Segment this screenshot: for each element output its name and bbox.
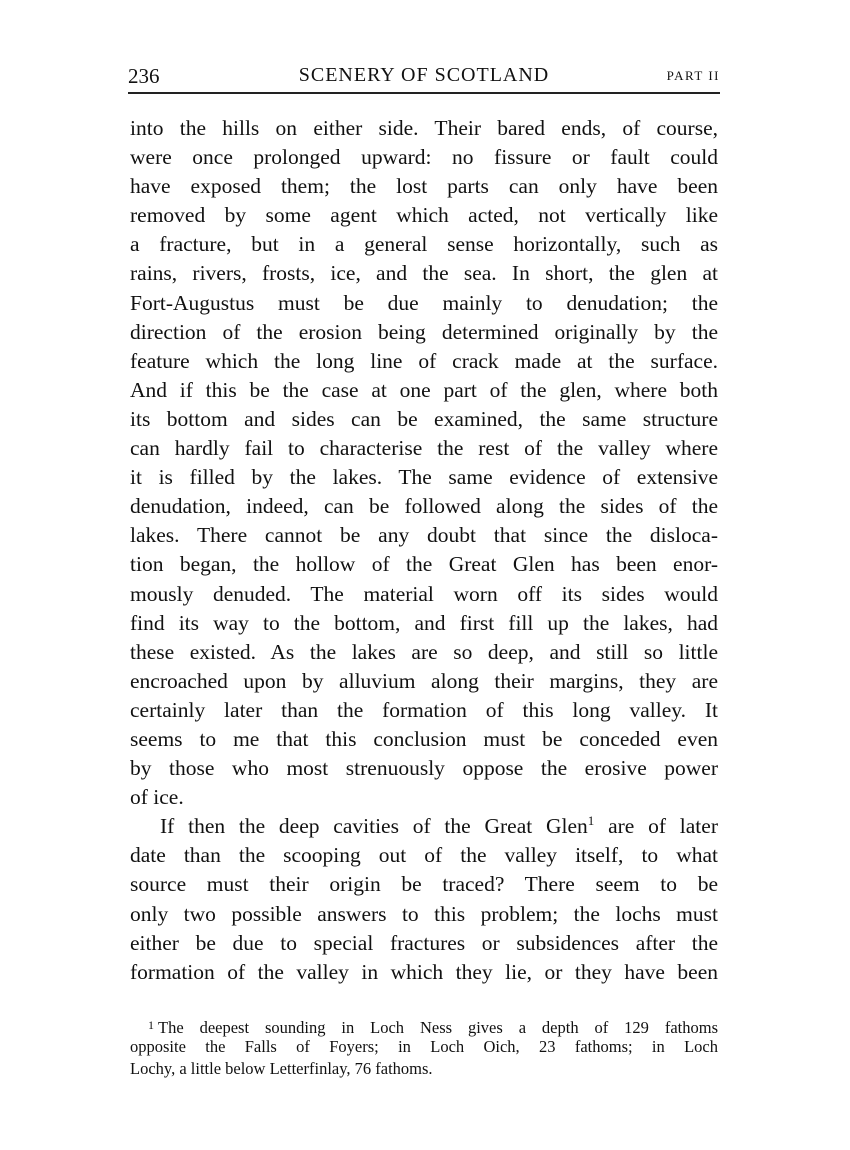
text-line: a fracture, but in a general sense horizontally, such as xyxy=(130,232,718,257)
text-line: direction of the erosion being determined originally by the xyxy=(130,319,718,344)
text-line: were once prolonged upward: no fissure or fault could xyxy=(130,145,718,170)
footnote-text: The deepest sounding in Loch Ness gives a depth of 129 fathoms xyxy=(158,1018,718,1037)
paragraph-1 xyxy=(130,114,718,812)
part-label: PART II xyxy=(666,68,720,83)
text-line: seems to me that this conclusion must be conceded even xyxy=(130,726,718,751)
text-span: are of later xyxy=(594,814,718,839)
text-line xyxy=(130,812,718,841)
text-span: If then the deep cavities of the Great Glen xyxy=(160,814,588,839)
text-line: into the hills on either side. Their bared ends, of course, xyxy=(130,116,718,140)
footnote-lines xyxy=(130,1014,718,1080)
text-line: source must their origin be traced? There seem to be xyxy=(130,872,718,897)
text-line: either be due to special fractures or subsidences after the xyxy=(130,930,718,955)
text-line: only two possible answers to this problem; the lochs must xyxy=(130,901,718,926)
text-line: mously denuded. The material worn off its sides would xyxy=(130,581,718,606)
text-line: lakes. There cannot be any doubt that since the disloca- xyxy=(130,523,718,548)
footnote-reference[interactable]: 1 xyxy=(587,813,595,829)
page-number: 236 xyxy=(128,64,160,88)
text-line: encroached upon by alluvium along their margins, they are xyxy=(130,668,718,693)
footnote-line: Lochy, a little below Letterfinlay, 76 fathoms. xyxy=(130,1059,433,1078)
footnote-line xyxy=(130,1014,718,1036)
text-line: denudation, indeed, can be followed along the sides of the xyxy=(130,494,718,519)
body-text xyxy=(130,114,718,987)
text-line: these existed. As the lakes are so deep, and still so little xyxy=(130,639,718,664)
text-line: date than the scooping out of the valley itself, to what xyxy=(130,843,718,868)
text-line: by those who most strenuously oppose the erosive power xyxy=(130,756,718,781)
text-line: certainly later than the formation of this long valley. It xyxy=(130,697,718,722)
footnote-line: opposite the Falls of Foyers; in Loch Oich, 23 fathoms; in Loch xyxy=(130,1037,718,1056)
text-line: it is filled by the lakes. The same evidence of extensive xyxy=(130,465,718,490)
text-line: can hardly fail to characterise the rest of the valley where xyxy=(130,436,718,461)
text-line: tion began, the hollow of the Great Glen has been enor- xyxy=(130,552,718,577)
text-line: rains, rivers, frosts, ice, and the sea. In short, the glen at xyxy=(130,261,718,286)
footnote xyxy=(130,1014,718,1080)
text-line: feature which the long line of crack made at the surface. xyxy=(130,348,718,373)
paragraph-2 xyxy=(130,812,718,987)
running-title: SCENERY OF SCOTLAND xyxy=(298,64,550,86)
text-line: of ice. xyxy=(130,785,184,810)
text-line: have exposed them; the lost parts can only have been xyxy=(130,174,718,199)
footnote-marker: 1 xyxy=(148,1018,154,1032)
text-line: its bottom and sides can be examined, the same structure xyxy=(130,406,718,431)
text-line: Fort-Augustus must be due mainly to denudation; the xyxy=(130,290,718,315)
text-line: And if this be the case at one part of the glen, where both xyxy=(130,377,718,402)
text-line: find its way to the bottom, and first fill up the lakes, had xyxy=(130,610,718,635)
text-line: formation of the valley in which they lie, or they have been xyxy=(130,959,718,984)
running-head xyxy=(128,62,720,94)
text-line: removed by some agent which acted, not vertically like xyxy=(130,203,718,228)
